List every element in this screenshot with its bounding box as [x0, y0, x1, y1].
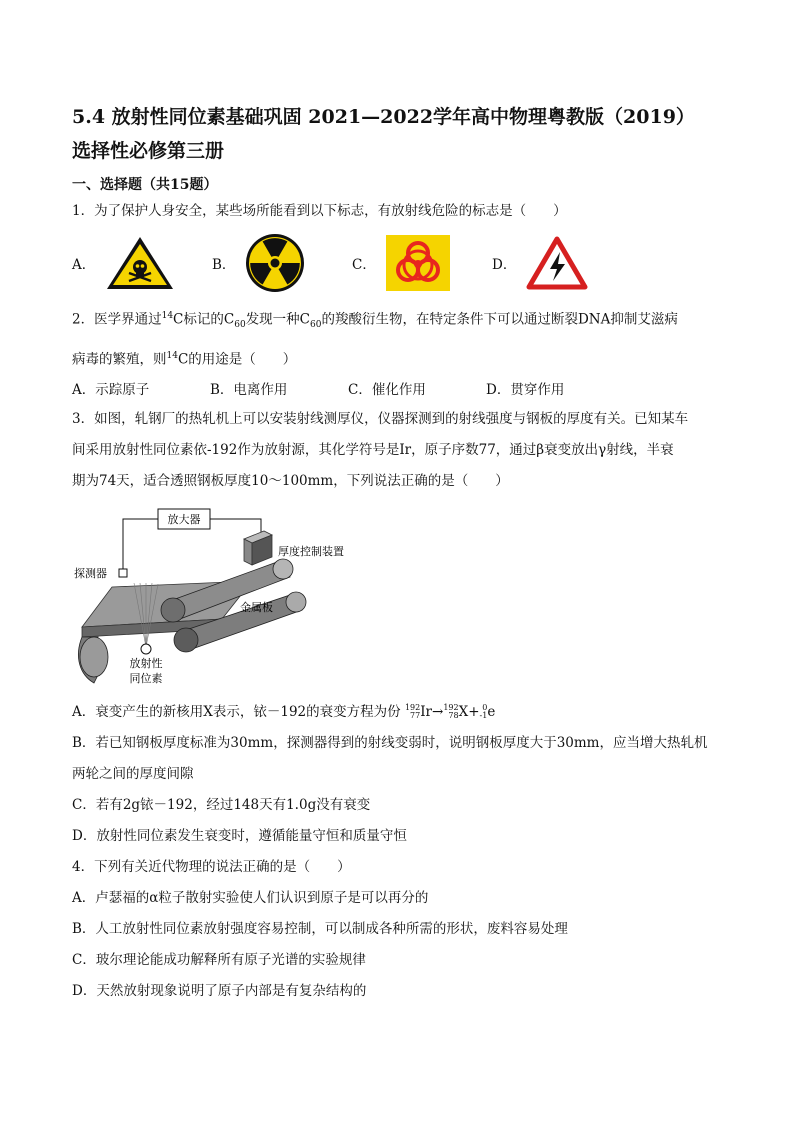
toxic-skull-warning-icon	[105, 235, 175, 291]
product-isotope: 192 78	[443, 703, 459, 721]
iridium-isotope: 192 77	[404, 703, 421, 721]
source-label-line1: 放射性	[129, 656, 163, 670]
question-number: 3．	[72, 410, 95, 427]
carbon14-symbol: C	[177, 351, 189, 368]
title-line-2: 选择性必修第三册	[72, 140, 225, 162]
question-1-options	[72, 231, 732, 295]
metal-plate-label: 金属板	[240, 600, 273, 614]
question-stem-part: 病毒的繁殖，则	[72, 351, 167, 368]
option-label: C．	[352, 257, 376, 273]
electron-symbol: e	[487, 703, 496, 720]
c60-subscript: 60	[310, 320, 322, 331]
question-stem-part: 发现一种C	[245, 311, 311, 328]
question-stem-part: 的用途是（ ）	[188, 351, 297, 368]
radiation-trefoil-icon	[245, 233, 305, 293]
thickness-gauge-diagram	[72, 507, 362, 687]
thickness-control-label: 厚度控制装置	[278, 544, 344, 558]
option-a[interactable]	[72, 697, 732, 728]
carbon14-symbol: C	[173, 311, 184, 328]
option-b[interactable]	[212, 233, 352, 293]
biohazard-icon	[386, 235, 450, 291]
c60-subscript: 60	[234, 320, 246, 331]
option-b[interactable]	[72, 728, 732, 790]
question-2	[72, 301, 732, 376]
carbon14-mass: 14	[161, 311, 174, 321]
question-3-options	[72, 697, 732, 852]
question-number: 2．	[72, 311, 95, 328]
title-line-1: 5.4 放射性同位素基础巩固 2021—2022学年高中物理粤教版（2019）	[72, 106, 695, 128]
question-stem-part: 医学界通过	[94, 311, 162, 328]
exam-page	[72, 100, 732, 1007]
plus-sign: +	[468, 703, 480, 720]
question-stem-part: 标记的C	[183, 311, 235, 328]
option-d[interactable]: D．贯穿作用	[486, 381, 565, 398]
option-label: A．	[72, 257, 96, 273]
amplifier-label: 放大器	[167, 512, 201, 526]
question-4	[72, 852, 732, 883]
option-d[interactable]	[492, 236, 632, 290]
question-number: 4．	[72, 858, 95, 875]
option-c[interactable]: C．催化作用	[348, 381, 426, 398]
detector-label: 探测器	[74, 566, 107, 580]
document-title	[72, 100, 732, 168]
option-c[interactable]: C．若有2g铱－192，经过148天有1.0g没有衰变	[72, 796, 371, 813]
source-label-line2: 同位素	[129, 671, 163, 685]
carbon14-mass: 14	[166, 351, 178, 362]
question-stem-part: 的羧酸衍生物，在特定条件下可以通过断裂DNA抑制艾滋病	[321, 311, 678, 328]
product-symbol: X	[458, 703, 469, 720]
question-4-options	[72, 883, 732, 1007]
option-d[interactable]: D．天然放射现象说明了原子内部是有复杂结构的	[72, 982, 367, 999]
option-a[interactable]: A．示踪原子	[72, 381, 150, 398]
option-c[interactable]: C．玻尔理论能成功解释所有原子光谱的实验规律	[72, 951, 366, 968]
option-label: D．	[492, 257, 517, 273]
question-3	[72, 404, 732, 497]
option-b[interactable]: B．人工放射性同位素放射强度容易控制，可以制成各种所需的形状，废料容易处理	[72, 920, 568, 937]
option-b-line: B．若已知钢板厚度标准为30mm，探测器得到的射线变弱时，说明钢板厚度大于30mm，应当增大热轧机	[72, 734, 708, 751]
section-heading: 一、选择题（共15题）	[72, 177, 218, 193]
option-d[interactable]: D．放射性同位素发生衰变时，遵循能量守恒和质量守恒	[72, 827, 407, 844]
option-b[interactable]: B．电离作用	[210, 381, 288, 398]
question-stem-line: 如图，轧钢厂的热轧机上可以安装射线测厚仪，仪器探测到的射线强度与钢板的厚度有关。已知某车	[94, 410, 689, 427]
electron-isotope: 0 -1	[479, 703, 488, 721]
question-stem-line: 间采用放射性同位素依-192作为放射源，其化学符号是Ir，原子序数77，通过β衰变放出γ射线，半衰	[72, 441, 674, 458]
question-stem-line: 期为74天，适合透照钢板厚度10～100mm，下列说法正确的是（ ）	[72, 472, 509, 489]
option-b-line: 两轮之间的厚度间隙	[72, 765, 194, 782]
option-a[interactable]: A．卢瑟福的α粒子散射实验使人们认识到原子是可以再分的	[72, 889, 429, 906]
option-a[interactable]	[72, 235, 212, 291]
question-stem: 为了保护人身安全，某些场所能看到以下标志，有放射线危险的标志是（ ）	[94, 203, 567, 219]
question-1	[72, 196, 732, 227]
reaction-arrow: →	[432, 703, 444, 720]
iridium-symbol: Ir	[420, 703, 433, 720]
question-stem: 下列有关近代物理的说法正确的是（ ）	[94, 858, 351, 875]
question-2-options	[72, 376, 732, 404]
question-number: 1．	[72, 203, 95, 219]
option-a-text: A．衰变产生的新核用X表示，铱－192的衰变方程为份	[72, 703, 401, 720]
option-label: B．	[212, 257, 236, 273]
option-c[interactable]	[352, 235, 492, 291]
high-voltage-warning-icon	[526, 236, 588, 290]
